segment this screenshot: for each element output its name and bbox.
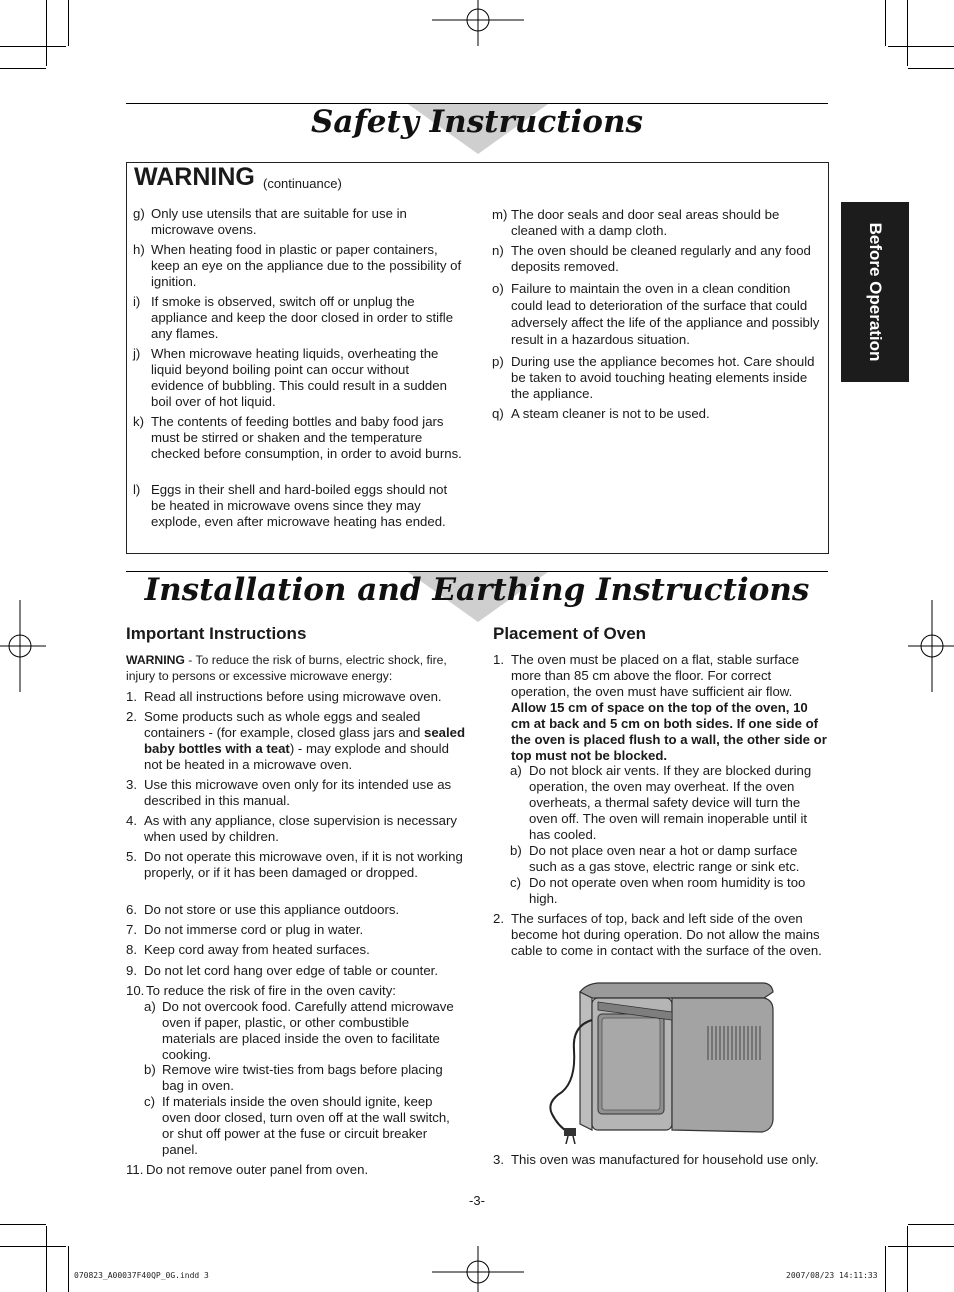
item-label: 1. xyxy=(126,689,137,704)
item-label: 10. xyxy=(126,983,145,998)
item-label: b) xyxy=(144,1062,156,1077)
crop-mark xyxy=(888,46,954,47)
item-text: Failure to maintain the oven in a clean condition could lead to deterioration of the surface that could adversely affect the life of the appliance and possibly result in a hazardous situation. xyxy=(511,281,820,347)
item-label: p) xyxy=(492,354,504,369)
item-text: A steam cleaner is not to be used. xyxy=(511,406,710,421)
item-label: 1. xyxy=(493,652,504,667)
item-text xyxy=(511,652,829,764)
item-label: c) xyxy=(510,875,521,890)
item-label: 2. xyxy=(126,709,137,724)
item-label: g) xyxy=(133,206,145,221)
item-label: b) xyxy=(510,843,522,858)
item-label: l) xyxy=(133,482,141,497)
footer-filename: 070823_A00037F40QP_0G.indd 3 xyxy=(74,1271,209,1280)
item-text: Only use utensils that are suitable for use in microwave ovens. xyxy=(151,206,407,237)
item-label: n) xyxy=(492,243,504,258)
item-label: j) xyxy=(133,346,141,361)
item-text: Do not let cord hang over edge of table or counter. xyxy=(144,963,438,978)
crop-mark xyxy=(885,1246,886,1292)
item-text-plain: ) - may explode and should not be heated in a microwave oven. xyxy=(144,741,449,772)
crop-mark xyxy=(885,0,886,46)
item-label: o) xyxy=(492,281,504,296)
crop-mark xyxy=(907,1226,908,1292)
important-warning xyxy=(126,652,466,684)
warning-subheading: (continuance) xyxy=(263,176,342,191)
item-text: This oven was manufactured for household use only. xyxy=(511,1152,819,1167)
crop-mark xyxy=(908,1224,954,1225)
crop-mark xyxy=(0,68,46,69)
registration-mark-bottom xyxy=(432,1246,524,1292)
crop-mark xyxy=(908,68,954,69)
crop-mark xyxy=(0,46,66,47)
item-text: The door seals and door seal areas should be cleaned with a damp cloth. xyxy=(511,207,780,238)
important-warning-text: - To reduce the risk of burns, electric shock, fire, injury to persons or excessive microwave energy: xyxy=(126,653,447,683)
item-label: a) xyxy=(510,763,522,778)
important-warning-label: WARNING xyxy=(126,653,185,667)
crop-mark xyxy=(0,1224,46,1225)
crop-mark xyxy=(68,0,69,46)
item-text: The contents of feeding bottles and baby food jars must be stirred or shaken and the temperature checked before consumption, in order to avoid burns. xyxy=(151,414,462,461)
item-text: Do not store or use this appliance outdoors. xyxy=(144,902,400,917)
item-text: The surfaces of top, back and left side of the oven become hot during operation. Do not allow the mains cable to come in contact with the surface of the oven. xyxy=(511,911,822,958)
section-title-installation: Installation and Earthing Instructions xyxy=(144,572,810,608)
item-label: 6. xyxy=(126,902,137,917)
footer-timestamp: 2007/08/23 14:11:33 xyxy=(786,1271,878,1280)
item-label: c) xyxy=(144,1094,155,1109)
item-label: 3. xyxy=(493,1152,504,1167)
item-text: During use the appliance becomes hot. Care should be taken to avoid touching heating elements inside the appliance. xyxy=(511,354,815,401)
item-label: 11. xyxy=(126,1162,144,1177)
item-text-bold: Allow 15 cm of space on the top of the oven, 10 cm at back and 5 cm on both sides. If one side of the oven is placed flush to a wall, the other side or top must not be blocked. xyxy=(511,700,827,763)
item-text: To reduce the risk of fire in the oven cavity: xyxy=(146,983,396,998)
crop-mark xyxy=(907,0,908,66)
item-label: h) xyxy=(133,242,145,257)
item-text: As with any appliance, close supervision is necessary when used by children. xyxy=(144,813,457,844)
crop-mark xyxy=(888,1246,954,1247)
registration-mark-right xyxy=(908,600,954,692)
side-tab xyxy=(841,202,909,382)
item-text: If smoke is observed, switch off or unplug the appliance and keep the door closed in order to stifle any flames. xyxy=(151,294,454,341)
item-text: Do not overcook food. Carefully attend microwave oven if paper, plastic, or other combustible materials are placed inside the oven to facilitate cooking. xyxy=(162,999,454,1062)
item-label: 4. xyxy=(126,813,137,828)
item-text: Keep cord away from heated surfaces. xyxy=(144,942,370,957)
item-label: m) xyxy=(492,207,508,222)
item-label: 7. xyxy=(126,922,137,937)
placement-heading: Placement of Oven xyxy=(493,624,647,643)
item-text: Remove wire twist-ties from bags before placing bag in oven. xyxy=(162,1062,443,1093)
oven-illustration xyxy=(536,980,776,1146)
item-label: i) xyxy=(133,294,141,309)
section-title-safety: Safety Instructions xyxy=(311,104,643,140)
item-text: When microwave heating liquids, overheating the liquid beyond boiling point can occur without evidence of bubbling. This could result in a sudden boil over of hot liquid. xyxy=(151,346,447,409)
item-text: Do not block air vents. If they are blocked during operation, the oven may overheat. If the oven overheats, a thermal safety device will turn the oven off. The oven will remain inoperable until it has cooled. xyxy=(529,763,812,842)
item-text-plain: Some products such as whole eggs and sealed containers - (for example, closed glass jars and xyxy=(144,709,424,740)
crop-mark xyxy=(46,1226,47,1292)
item-label: 5. xyxy=(126,849,137,864)
item-label: a) xyxy=(144,999,156,1014)
crop-mark xyxy=(46,0,47,66)
item-label: 9. xyxy=(126,963,137,978)
item-text: If materials inside the oven should ignite, keep oven door closed, turn oven off at the wall switch, or shut off power at the fuse or circuit breaker panel. xyxy=(162,1094,450,1157)
item-label: 3. xyxy=(126,777,137,792)
item-label: 8. xyxy=(126,942,137,957)
item-text: Eggs in their shell and hard-boiled eggs should not be heated in microwave ovens since they may explode, even after microwave heating has ended. xyxy=(151,482,448,529)
item-text: Do not immerse cord or plug in water. xyxy=(144,922,364,937)
warning-heading: WARNING xyxy=(134,163,255,191)
item-text: Do not place oven near a hot or damp surface such as a gas stove, electric range or sink etc. xyxy=(529,843,800,874)
item-text: The oven should be cleaned regularly and any food deposits removed. xyxy=(511,243,811,274)
side-tab-label: Before Operation xyxy=(866,222,885,362)
item-text-plain: The oven must be placed on a flat, stable surface more than 85 cm above the floor. For correct operation, the oven must have sufficient air flow. xyxy=(511,652,800,699)
important-heading: Important Instructions xyxy=(126,624,307,643)
item-text: When heating food in plastic or paper containers, keep an eye on the appliance due to the possibility of ignition. xyxy=(151,242,462,289)
crop-mark xyxy=(0,1246,66,1247)
item-label: 2. xyxy=(493,911,504,926)
crop-mark xyxy=(68,1246,69,1292)
item-label: q) xyxy=(492,406,504,421)
item-text: Do not operate this microwave oven, if it is not working properly, or if it has been damaged or dropped. xyxy=(144,849,463,880)
item-text: Use this microwave oven only for its intended use as described in this manual. xyxy=(144,777,452,808)
registration-mark-top xyxy=(432,0,524,46)
item-label: k) xyxy=(133,414,144,429)
page-number: -3- xyxy=(469,1193,485,1208)
item-text: Do not operate oven when room humidity is too high. xyxy=(529,875,806,906)
registration-mark-left xyxy=(0,600,46,692)
item-text-bold: sealed baby bottles with a teat xyxy=(144,725,466,756)
item-text xyxy=(144,709,466,773)
item-text: Read all instructions before using microwave oven. xyxy=(144,689,442,704)
item-text: Do not remove outer panel from oven. xyxy=(146,1162,369,1177)
